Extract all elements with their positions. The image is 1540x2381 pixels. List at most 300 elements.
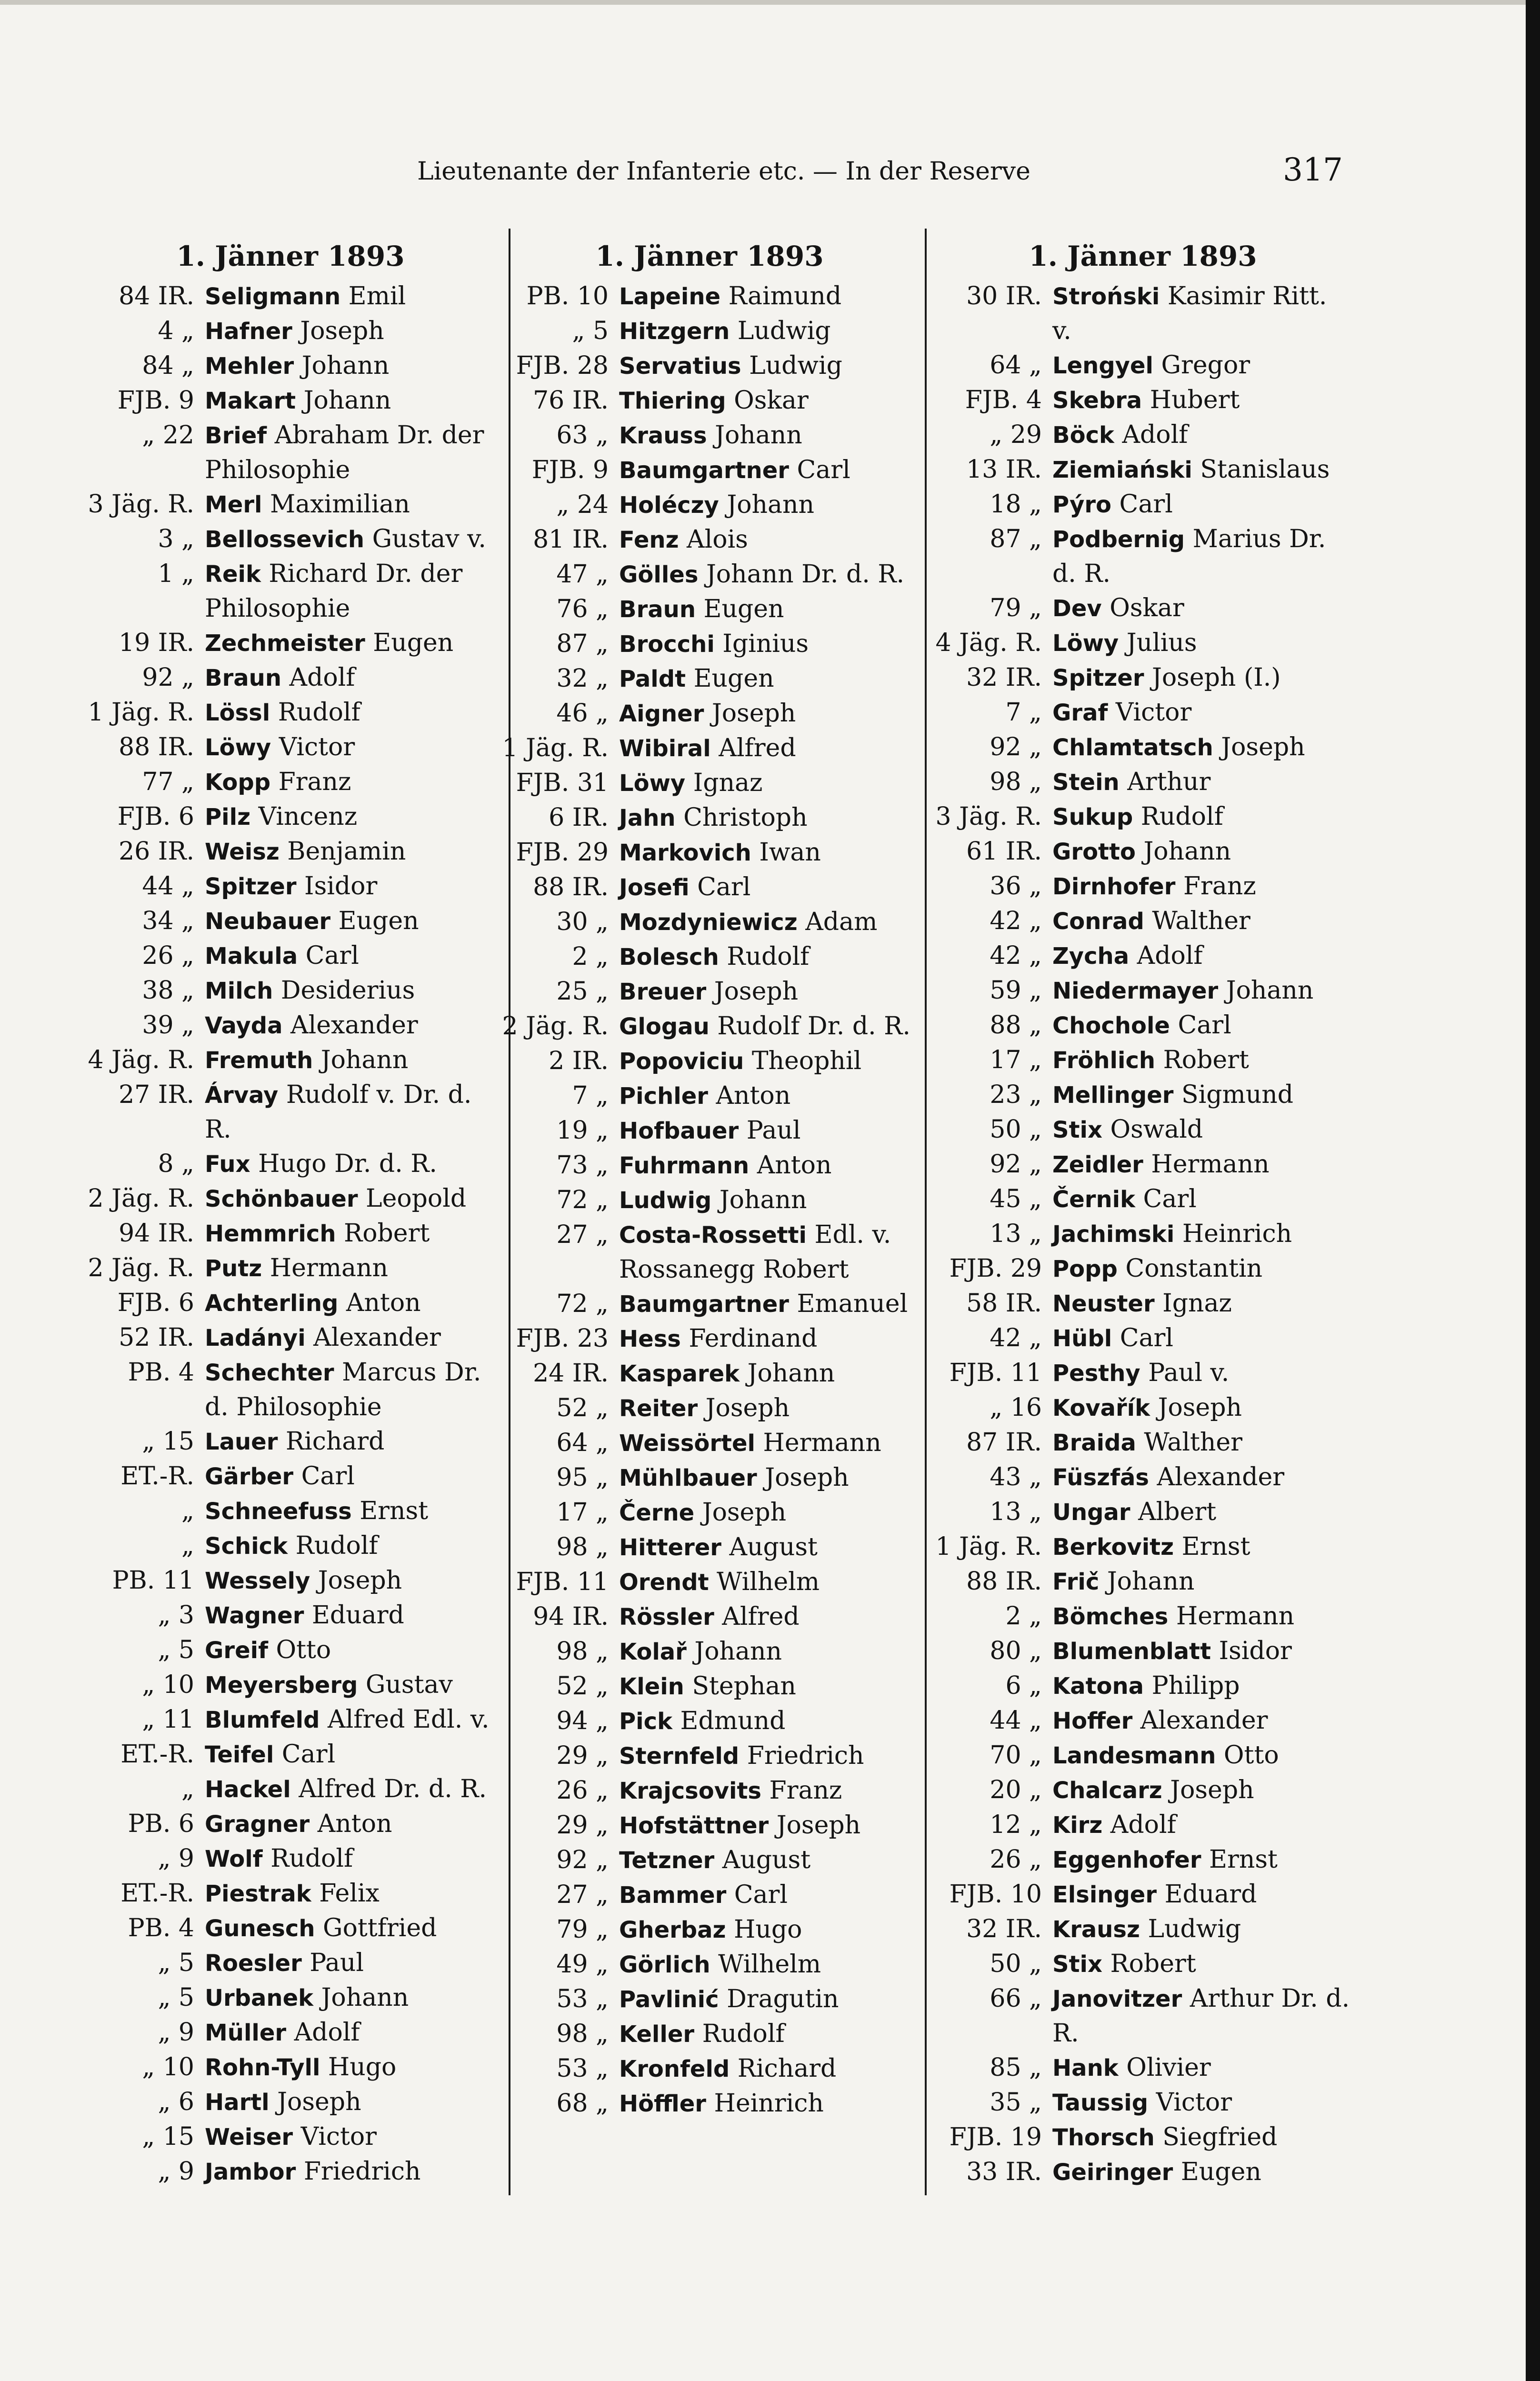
surname: Hitterer [619, 1534, 721, 1561]
unit-designation: „ 5 [158, 1949, 194, 1977]
given-name: Eugen [1180, 2158, 1261, 2186]
officer-name [205, 1216, 495, 1251]
officer-name [619, 731, 919, 766]
list-item [933, 1599, 1352, 1634]
given-name: Anton [346, 1289, 421, 1317]
officer-name [1052, 1112, 1352, 1147]
given-name: Alois [687, 525, 748, 554]
officer-name [1052, 1808, 1352, 1842]
list-item [86, 2015, 495, 2050]
surname: Hackel [205, 1776, 291, 1803]
unit-designation: 98 „ [556, 2020, 609, 2048]
list-item [86, 730, 495, 765]
officer-name [205, 626, 495, 660]
unit-designation: FJB. 6 [117, 1289, 194, 1317]
list-item [86, 1841, 495, 1876]
list-item [500, 488, 919, 522]
unit-designation: 63 „ [556, 421, 609, 450]
unit-designation: „ [181, 1497, 194, 1525]
given-name: Joseph [711, 699, 796, 728]
surname: Braun [205, 665, 281, 691]
surname: Kronfeld [619, 2056, 730, 2082]
surname: Milch [205, 978, 273, 1004]
given-name: Joseph [702, 1498, 787, 1527]
given-name: Robert [344, 1219, 430, 1248]
given-name: Alexander [313, 1323, 441, 1352]
surname: Janovitzer [1052, 1986, 1182, 2012]
list-item [933, 869, 1352, 904]
unit-designation: 4 Jäg. R. [935, 629, 1042, 657]
unit-designation: FJB. 9 [531, 456, 609, 484]
surname: Popoviciu [619, 1048, 744, 1075]
officer-name [205, 1321, 495, 1355]
given-name: Theophil [751, 1047, 862, 1075]
unit-designation: 50 „ [990, 1115, 1042, 1144]
given-name: Rudolf [727, 942, 810, 971]
officer-name [619, 1843, 919, 1878]
given-name: Emanuel [797, 1290, 908, 1318]
unit-designation: 49 „ [556, 1950, 609, 1979]
surname: Höffler [619, 2091, 706, 2117]
given-name: Johann [303, 386, 391, 415]
surname: Achterling [205, 1290, 339, 1317]
officer-name [1052, 1495, 1352, 1530]
list-item [933, 591, 1352, 626]
column-3 [933, 238, 1352, 2190]
officer-name [619, 1912, 919, 1947]
surname: Braun [619, 596, 696, 623]
officer-name [1052, 765, 1352, 800]
unit-designation: 35 „ [990, 2088, 1042, 2117]
officer-name [619, 1148, 919, 1183]
unit-designation: „ 16 [990, 1393, 1042, 1422]
surname: Roesler [205, 1950, 302, 1977]
list-item [500, 1321, 919, 1356]
list-item [500, 418, 919, 453]
surname: Mellinger [1052, 1082, 1174, 1109]
unit-designation: PB. 4 [128, 1914, 194, 1942]
given-name: Dragutin [727, 1985, 839, 2013]
unit-designation: PB. 4 [128, 1358, 194, 1387]
surname: Fuhrmann [619, 1152, 750, 1179]
officer-name [1052, 487, 1352, 522]
officer-name [619, 557, 919, 592]
surname: Hartl [205, 2089, 270, 2116]
surname: Merl [205, 491, 262, 518]
given-name: Carl [1143, 1185, 1197, 1213]
given-name: Johann [1226, 976, 1314, 1005]
given-name: Joseph [776, 1811, 861, 1840]
unit-designation: 2 „ [1005, 1602, 1042, 1631]
unit-designation: 29 „ [556, 1741, 609, 1770]
surname: Makula [205, 943, 298, 970]
given-name: Richard [737, 2054, 837, 2083]
surname: Schick [205, 1533, 288, 1560]
list-item [500, 731, 919, 766]
list-item [500, 453, 919, 488]
list-item [86, 557, 495, 626]
surname: Rohn-Tyll [205, 2054, 320, 2081]
list-item [933, 1495, 1352, 1530]
unit-designation: 27 „ [556, 1221, 609, 1249]
officer-name [1052, 279, 1352, 348]
surname: Görlich [619, 1951, 710, 1978]
officer-name [619, 522, 919, 557]
unit-designation: 24 IR. [533, 1359, 609, 1388]
given-name: Ludwig [749, 351, 842, 380]
surname: Schneefuss [205, 1498, 352, 1525]
list-item [86, 695, 495, 730]
list-item [86, 1529, 495, 1563]
officer-name [1052, 452, 1352, 487]
officer-name [205, 1737, 495, 1772]
unit-designation: 44 „ [990, 1706, 1042, 1735]
officer-name [205, 349, 495, 383]
unit-designation: FJB. 28 [516, 351, 609, 380]
given-name: Hugo Dr. d. R. [258, 1150, 437, 1178]
officer-name [1052, 1842, 1352, 1877]
column-1 [86, 238, 495, 2189]
officer-name [1052, 1251, 1352, 1286]
given-name: Philipp [1151, 1671, 1240, 1700]
unit-designation: 6 IR. [549, 803, 609, 832]
surname: Reik [205, 561, 261, 588]
officer-name [619, 2017, 919, 2051]
list-item [86, 869, 495, 904]
unit-designation: 29 „ [556, 1811, 609, 1840]
officer-name [1052, 660, 1352, 695]
given-name: Rudolf v. Dr. d. R. [205, 1080, 472, 1144]
surname: Taussig [1052, 2090, 1149, 2116]
surname: Makart [205, 388, 296, 414]
unit-designation: 30 „ [556, 908, 609, 936]
list-item [500, 1148, 919, 1183]
surname: Tetzner [619, 1847, 715, 1874]
unit-designation: 58 IR. [966, 1289, 1042, 1318]
unit-designation: 72 „ [556, 1186, 609, 1214]
list-item [500, 974, 919, 1009]
surname: Costa-Rossetti [619, 1222, 807, 1249]
officer-name [1052, 1147, 1352, 1182]
surname: Wolf [205, 1846, 263, 1872]
list-item [933, 939, 1352, 973]
list-item [500, 1426, 919, 1461]
officer-name [205, 765, 495, 800]
surname: Weissörtel [619, 1430, 755, 1457]
unit-designation: 3 Jäg. R. [88, 490, 194, 519]
surname: Árvay [205, 1082, 279, 1109]
list-item [933, 1703, 1352, 1738]
unit-designation: 13 IR. [966, 455, 1042, 484]
officer-name [619, 1079, 919, 1113]
given-name: Oskar [1110, 594, 1184, 622]
officer-name [205, 1807, 495, 1841]
unit-designation: 27 IR. [119, 1080, 194, 1109]
surname: Krauss [619, 422, 707, 449]
unit-designation: 7 „ [1005, 698, 1042, 727]
given-name: Hubert [1150, 386, 1240, 414]
list-item [500, 940, 919, 974]
given-name: Emil [348, 282, 406, 310]
officer-name [619, 2051, 919, 2086]
unit-designation: 53 „ [556, 2054, 609, 2083]
unit-designation: 68 „ [556, 2089, 609, 2118]
unit-designation: 1 Jäg. R. [502, 734, 609, 762]
officer-name [619, 453, 919, 488]
officer-name [1052, 1530, 1352, 1564]
unit-designation: 94 IR. [119, 1219, 194, 1248]
surname: Lapeine [619, 283, 721, 310]
given-name: Joseph [318, 1566, 402, 1595]
officer-name [205, 1981, 495, 2015]
unit-designation: 2 „ [572, 942, 609, 971]
given-name: Johann [747, 1359, 835, 1388]
surname: Gragner [205, 1811, 310, 1838]
officer-name [205, 2050, 495, 2085]
given-name: Constantin [1125, 1254, 1263, 1283]
unit-designation: 87 „ [556, 630, 609, 658]
officer-name [619, 800, 919, 835]
officer-name [205, 904, 495, 939]
given-name: Hugo [734, 1915, 802, 1944]
given-name: Joseph (I.) [1152, 663, 1281, 692]
given-name: Adolf [1122, 420, 1188, 449]
unit-designation: „ 9 [158, 2157, 194, 2186]
officer-name [619, 1218, 919, 1287]
officer-name [619, 627, 919, 661]
list-item [500, 1878, 919, 1912]
officer-name [619, 696, 919, 731]
list-item [500, 2051, 919, 2086]
surname: Lössl [205, 700, 270, 726]
unit-designation: 84 „ [142, 351, 194, 380]
running-head: Lieutenante der Infanterie etc. — In der Reserve [417, 157, 1030, 186]
officer-name [1052, 1564, 1352, 1599]
surname: Neuster [1052, 1291, 1155, 1317]
unit-designation: „ 11 [142, 1705, 194, 1734]
list-item [500, 1739, 919, 1773]
list-item [86, 973, 495, 1008]
given-name: Johann [715, 421, 802, 450]
officer-name [619, 940, 919, 974]
officer-name [205, 730, 495, 765]
surname: Podbernig [1052, 526, 1185, 553]
given-name: Johann Dr. d. R. [706, 560, 905, 589]
unit-designation: 4 „ [158, 317, 194, 345]
surname: Dev [1052, 595, 1102, 622]
given-name: Carl [734, 1881, 788, 1909]
officer-name [205, 939, 495, 973]
unit-designation: FJB. 11 [949, 1359, 1042, 1387]
given-name: Gottfried [323, 1914, 437, 1942]
list-item [86, 765, 495, 800]
officer-name [1052, 2120, 1352, 2155]
unit-designation: „ 5 [158, 1636, 194, 1664]
list-item [933, 1078, 1352, 1112]
list-item [500, 1218, 919, 1287]
list-item [500, 1079, 919, 1113]
list-item [933, 973, 1352, 1008]
officer-name [1052, 1356, 1352, 1391]
surname: Gärber [205, 1463, 294, 1490]
given-name: Joseph [277, 2088, 361, 2116]
list-item [86, 626, 495, 660]
officer-name [205, 1286, 495, 1321]
list-item [86, 383, 495, 418]
given-name: Sigmund [1181, 1080, 1294, 1109]
given-name: Wilhelm [718, 1950, 821, 1979]
unit-designation: 3 „ [158, 525, 194, 553]
list-item [933, 1321, 1352, 1356]
list-item [933, 1530, 1352, 1564]
officer-name [1052, 383, 1352, 418]
unit-designation: 84 IR. [119, 282, 194, 310]
list-item [500, 1982, 919, 2017]
unit-designation: 81 IR. [533, 525, 609, 554]
unit-designation: 19 IR. [119, 629, 194, 657]
surname: Lengyel [1052, 352, 1153, 379]
list-item [933, 2051, 1352, 2085]
list-item [933, 279, 1352, 348]
unit-designation: PB. 6 [128, 1810, 194, 1838]
list-item [500, 1634, 919, 1669]
given-name: Carl [697, 873, 751, 901]
officer-name [619, 1947, 919, 1982]
list-item [500, 1773, 919, 1808]
officer-name [205, 557, 495, 626]
list-item [86, 314, 495, 349]
unit-designation: 92 „ [990, 1150, 1042, 1179]
unit-designation: „ 5 [158, 1983, 194, 2012]
list-item [500, 1947, 919, 1982]
surname: Blumenblatt [1052, 1638, 1211, 1665]
unit-designation: 42 „ [990, 941, 1042, 970]
given-name: Paul [310, 1949, 364, 1977]
given-name: Gustav v. [372, 525, 486, 553]
surname: Zechmeister [205, 630, 365, 657]
surname: Löwy [205, 734, 271, 761]
unit-designation: 26 „ [990, 1845, 1042, 1874]
given-name: Alfred [722, 1602, 800, 1631]
surname: Rössler [619, 1604, 714, 1631]
list-item [933, 348, 1352, 383]
unit-designation: 6 „ [1005, 1671, 1042, 1700]
officer-name [205, 1147, 495, 1181]
given-name: Eduard [1164, 1880, 1257, 1909]
unit-designation: 25 „ [556, 977, 609, 1006]
list-item [500, 661, 919, 696]
surname: Chochole [1052, 1012, 1170, 1039]
surname: Weisz [205, 839, 280, 865]
list-item [86, 1321, 495, 1355]
officer-name [1052, 1286, 1352, 1321]
surname: Gunesch [205, 1915, 315, 1942]
given-name: Stephan [692, 1672, 796, 1701]
given-name: Johann [321, 1983, 409, 2012]
unit-designation: „ 5 [572, 317, 609, 345]
given-name: Carl [301, 1462, 355, 1491]
unit-designation: FJB. 29 [516, 838, 609, 867]
list-item [86, 522, 495, 557]
given-name: Felix [319, 1879, 380, 1908]
surname: Holéczy [619, 492, 719, 519]
unit-designation: ET.-R. [120, 1879, 194, 1908]
unit-designation: 94 „ [556, 1707, 609, 1735]
list-item [86, 1946, 495, 1981]
unit-designation: 66 „ [990, 1984, 1042, 2013]
given-name: Johann [320, 1046, 409, 1074]
unit-designation: 80 „ [990, 1637, 1042, 1665]
given-name: Otto [1223, 1741, 1279, 1770]
surname: Ziemiański [1052, 457, 1192, 483]
unit-designation: 70 „ [990, 1741, 1042, 1770]
surname: Vayda [205, 1012, 283, 1039]
surname: Hemmrich [205, 1221, 336, 1247]
list-item [86, 1355, 495, 1424]
unit-designation: 61 IR. [966, 837, 1042, 866]
list-item [86, 1981, 495, 2015]
given-name: Rudolf [278, 698, 360, 727]
list-item [933, 1356, 1352, 1391]
surname: Frič [1052, 1569, 1100, 1595]
surname: Jachimski [1052, 1221, 1175, 1248]
unit-designation: PB. 10 [526, 282, 609, 310]
unit-designation: FJB. 23 [516, 1324, 609, 1353]
surname: Jahn [619, 805, 676, 831]
list-item [86, 1911, 495, 1946]
list-item [933, 1738, 1352, 1773]
officer-name [1052, 1043, 1352, 1078]
given-name: Joseph [714, 977, 799, 1006]
given-name: Robert [1110, 1950, 1196, 1978]
given-name: Raimund [728, 282, 842, 310]
officer-name [1052, 1634, 1352, 1669]
surname: Löwy [1052, 630, 1119, 657]
officer-name [205, 1459, 495, 1494]
list-item [933, 1217, 1352, 1251]
given-name: Walther [1152, 907, 1250, 935]
officer-name [205, 1633, 495, 1668]
unit-designation: 92 „ [142, 663, 194, 692]
surname: Pick [619, 1708, 673, 1735]
officer-name [205, 1181, 495, 1216]
list-item [86, 1216, 495, 1251]
officer-name [1052, 1008, 1352, 1043]
given-name: Victor [1156, 2088, 1232, 2117]
surname: Eggenhofer [1052, 1847, 1201, 1873]
list-item [500, 1044, 919, 1079]
given-name: Friedrich [303, 2157, 421, 2186]
officer-name [619, 1287, 919, 1321]
officer-name [1052, 904, 1352, 939]
list-item [86, 1459, 495, 1494]
officer-name [619, 766, 919, 800]
unit-designation: 52 IR. [119, 1323, 194, 1352]
surname: Kolař [619, 1639, 687, 1665]
officer-name [205, 1008, 495, 1043]
surname: Thiering [619, 388, 726, 414]
officer-name [619, 1600, 919, 1634]
surname: Chalcarz [1052, 1777, 1162, 1804]
unit-designation: 17 „ [990, 1046, 1042, 1074]
unit-designation: „ 15 [142, 2122, 194, 2151]
list-item [500, 870, 919, 905]
unit-designation: PB. 11 [112, 1566, 194, 1595]
list-item [500, 905, 919, 940]
given-name: Carl [797, 456, 850, 484]
unit-designation: 4 Jäg. R. [88, 1046, 194, 1074]
given-name: Franz [278, 768, 351, 796]
